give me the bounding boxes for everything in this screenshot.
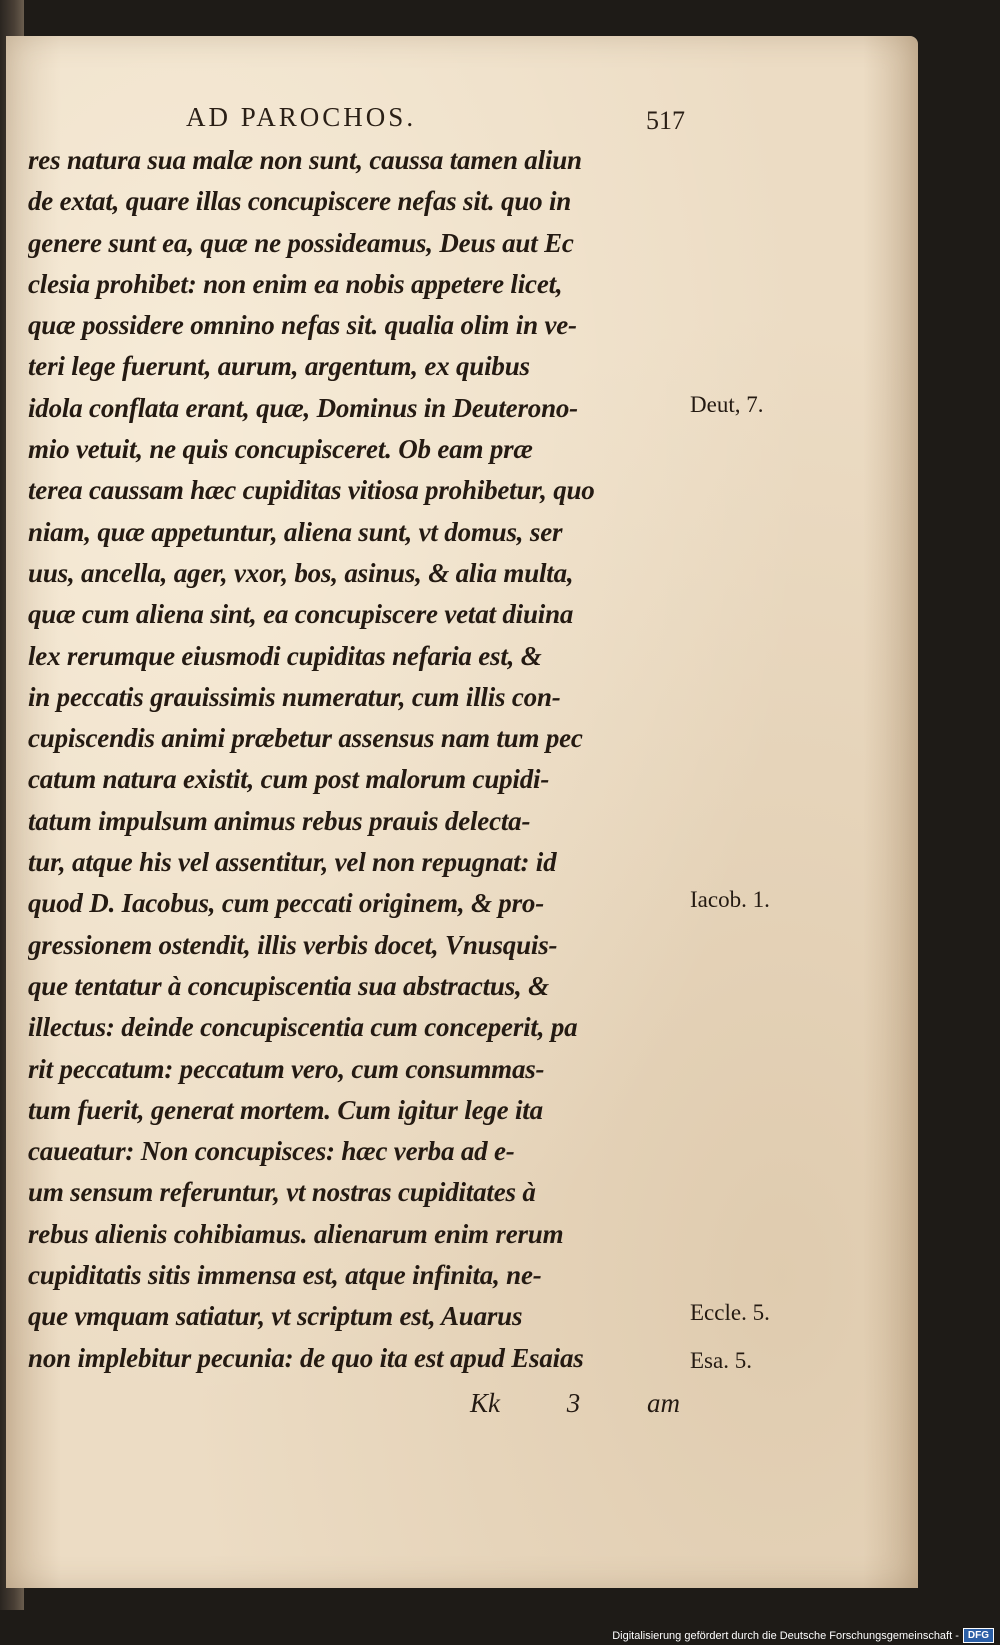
text-line: de extat, quare illas concupiscere nefas sit. quo in xyxy=(28,186,572,217)
text-line: tum fuerit, generat mortem. Cum igitur lege ita xyxy=(28,1094,543,1125)
text-line: catum natura existit, cum post malorum cupidi- xyxy=(28,764,550,795)
text-line: res natura sua malæ non sunt, caussa tamen aliun xyxy=(28,145,582,175)
text-line: uus, ancella, ager, vxor, bos, asinus, & alia multa, xyxy=(28,557,574,588)
signature-mark: Kk xyxy=(470,1388,500,1418)
dfg-logo: DFG xyxy=(963,1628,994,1643)
text-line: quæ possidere omnino nefas sit. qualia olim in ve- xyxy=(28,310,577,341)
text-line: gressionem ostendit, illis verbis docet, Vnusquis- xyxy=(28,929,558,960)
margin-note: Iacob. 1. xyxy=(690,887,770,913)
text-line: niam, quæ appetuntur, aliena sunt, vt domus, ser xyxy=(28,516,563,547)
text-line: in peccatis grauissimis numeratur, cum illis con- xyxy=(28,681,561,712)
text-line: cupiditatis sitis immensa est, atque infinita, ne- xyxy=(28,1260,542,1291)
text-line: lex rerumque eiusmodi cupiditas nefaria est, & xyxy=(28,640,542,671)
body-text xyxy=(28,140,688,1379)
text-line: que vmquam satiatur, vt scriptum est, Auarus xyxy=(28,1301,523,1332)
text-line: quæ cum aliena sint, ea concupiscere vetat diuina xyxy=(28,599,574,630)
margin-note: Deut, 7. xyxy=(690,391,764,417)
signature-number: 3 xyxy=(566,1388,581,1418)
text-line: non implebitur pecunia: de quo ita est apud Esaias xyxy=(28,1342,584,1373)
text-line: quod D. Iacobus, cum peccati originem, & pro- xyxy=(28,888,544,919)
margin-note: Esa. 5. xyxy=(690,1347,752,1373)
page-number: 517 xyxy=(646,106,685,135)
text-line: idola conflata erant, quæ, Dominus in Deuterono- xyxy=(28,392,578,423)
catchword: am xyxy=(647,1388,680,1418)
text-line: genere sunt ea, quæ ne possideamus, Deus aut Ec xyxy=(28,227,574,258)
footer-credit xyxy=(612,1628,994,1643)
text-line: rit peccatum: peccatum vero, cum consummas- xyxy=(28,1053,545,1084)
text-line: illectus: deinde concupiscentia cum conceperit, pa xyxy=(28,1012,578,1043)
catchword-line xyxy=(470,1388,680,1419)
margin-note: Eccle. 5. xyxy=(690,1300,770,1326)
text-line: tatum impulsum animus rebus prauis delecta- xyxy=(28,805,531,836)
text-line: clesia prohibet: non enim ea nobis appetere licet, xyxy=(28,268,563,299)
text-line: cupiscendis animi præbetur assensus nam tum pec xyxy=(28,723,583,754)
text-line: teri lege fuerunt, aurum, argentum, ex quibus xyxy=(28,351,530,382)
text-line: mio vetuit, ne quis concupisceret. Ob eam præ xyxy=(28,434,533,465)
text-line: caueatur: Non concupisces: hæc verba ad e- xyxy=(28,1136,515,1167)
running-head: AD PAROCHOS. xyxy=(186,102,417,132)
text-line: um sensum referuntur, vt nostras cupiditates à xyxy=(28,1177,536,1208)
text-line: tur, atque his vel assentitur, vel non repugnat: id xyxy=(28,847,557,878)
footer-text: Digitalisierung gefördert durch die Deutsche Forschungsgemeinschaft - xyxy=(612,1629,959,1642)
text-line: rebus alienis cohibiamus. alienarum enim rerum xyxy=(28,1218,564,1249)
text-line: que tentatur à concupiscentia sua abstractus, & xyxy=(28,970,549,1001)
text-line: terea caussam hæc cupiditas vitiosa prohibetur, quo xyxy=(28,475,595,506)
